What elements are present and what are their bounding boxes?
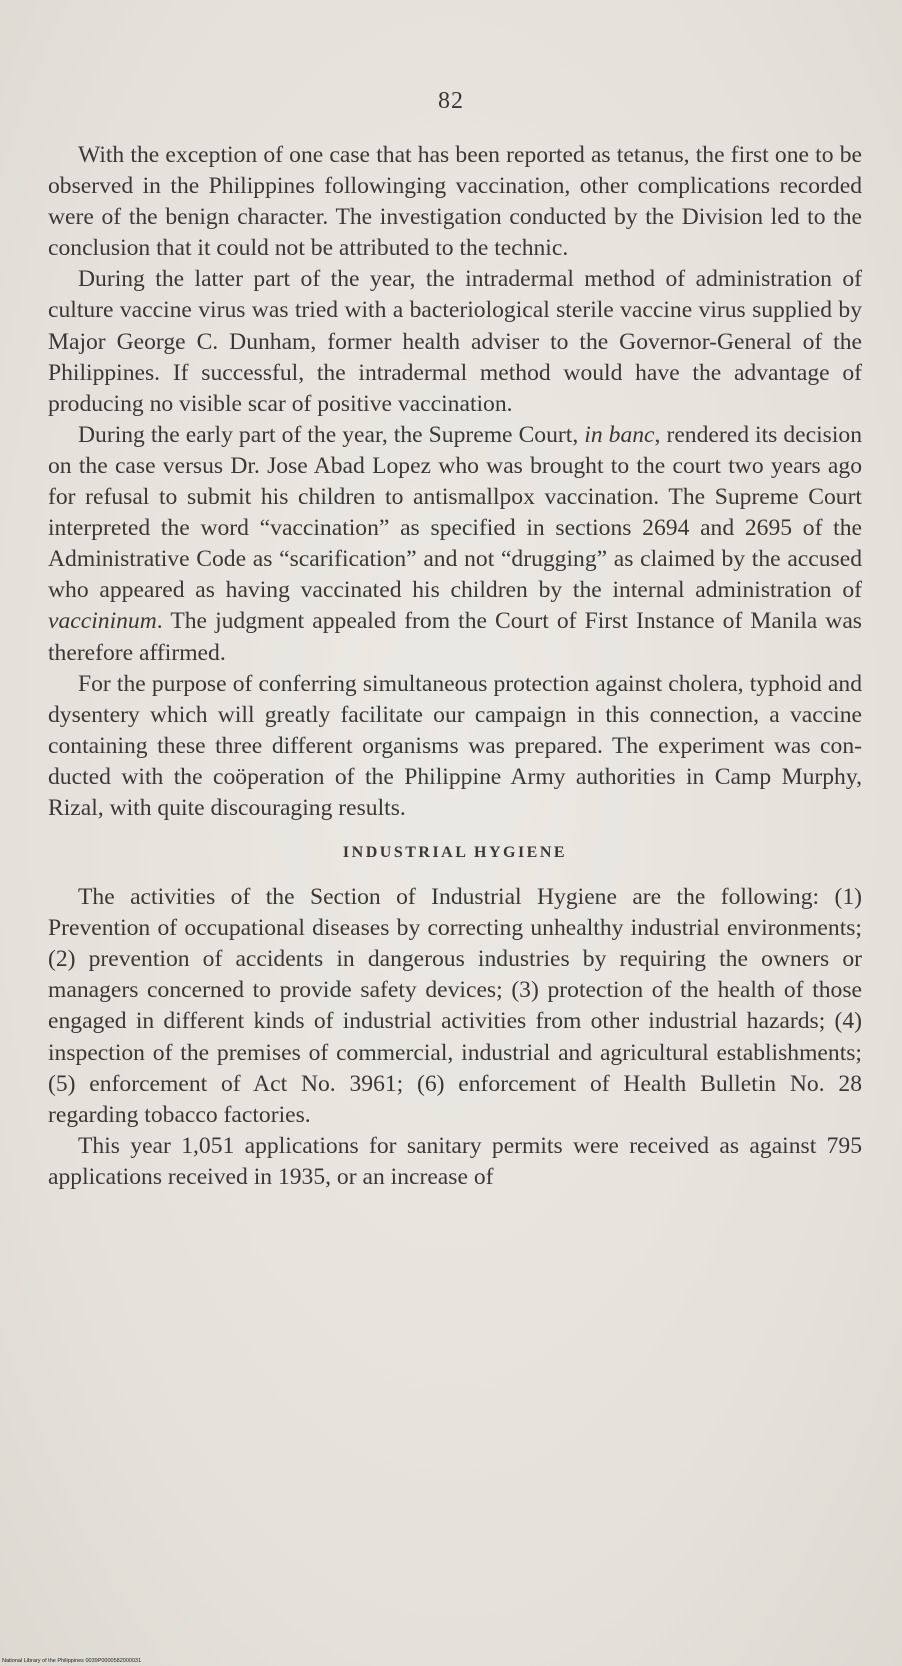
body-text [48, 140, 862, 1193]
section-heading: INDUSTRIAL HYGIENE [342, 844, 568, 862]
paragraph-intradermal-method: During the latter part of the year, the intradermal method of administration of culture vaccine virus was tried with a bacteriological sterile vaccine virus supplied by Major George C. Dunham, former health adviser to the Governor-General of the Philippines. If successful, the intradermal method would have the advantage of producing no visible scar of positive vaccination. [48, 266, 862, 417]
paragraph-combined-vaccine: For the purpose of conferring simultaneous protection against cholera, typhoid and dysentery which will greatly facilitate our campaign in this connection, a vaccine containing these three different organisms was prepared. The experiment was conducted with the coöperation of the Philippine Army authorities in Camp Murphy, Rizal, with quite discouraging results. [48, 670, 862, 821]
italic-term: vaccininum [48, 608, 157, 635]
paragraph-vaccination-complications: With the exception of one case that has been reported as tetanus, the first one to be observed in the Philippines followinging vaccination, other complications recorded were of the benign character. The investigation conducted by the Division led to the conclusion that it could not be attributed to the technic. [48, 142, 862, 262]
paragraph-supreme-court [48, 420, 862, 669]
paragraph-industrial-activities: The activities of the Section of Industrial Hygiene are the following: (1) Prevention of occupational diseases by correcting unhealthy industrial environments; (2) prevention of accidents in dangerous industries by requiring the owners or managers concerned to provide safety devices; (3) protection of the health of those engaged in different kinds of industrial activities from other industrial hazards; (4) inspection of the premises of commercial, industrial and agricultural establishments; (5) enforcement of Act No. 3961; (6) enforcement of Health Bulletin No. 28 regarding tobacco factories. [48, 884, 862, 1128]
paragraph-sanitary-permits: This year 1,051 applications for sanitary permits were received as against 795 applications received in 1935, or an increase of [48, 1132, 862, 1190]
paragraph-text-segment: , rendered its decision on the case versus Dr. Jose Abad Lopez who was brought to the court two years ago for refusal to submit his children to antismallpox vaccination. The Supreme Court interpreted the word “vaccination” as specified in sections 2694 and 2695 of the Administrative Code as “scarification” and not “drugging” as claimed by the accused who appeared as having vaccinated his children by the internal administration of [48, 421, 862, 604]
paragraph-text-segment: . The judgment appealed from the Court of First Instance of Manila was therefore affirmed. [48, 608, 862, 666]
paragraph-text-segment: During the early part of the year, the Supreme Court, [78, 421, 585, 448]
italic-phrase: in banc [584, 421, 655, 448]
footer-credit: National Library of the Philippines 0039P0000582000031 [2, 1658, 142, 1664]
page-number: 82 [438, 88, 464, 114]
